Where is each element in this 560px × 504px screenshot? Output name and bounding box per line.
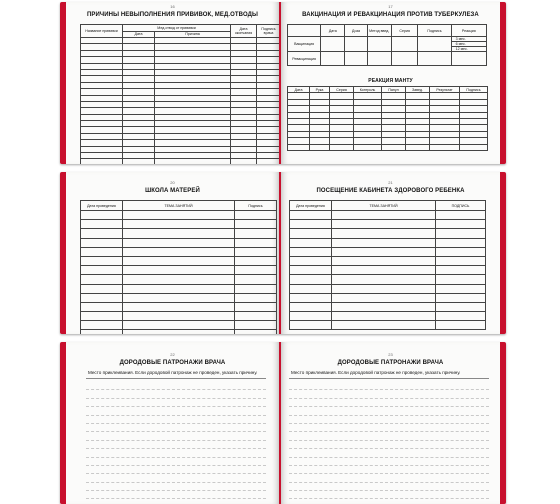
col-date: Дата: [288, 87, 310, 93]
reaction-3-months: 3 мес.: [452, 37, 486, 42]
table-row: [81, 238, 277, 247]
reaction-6-months: 6 мес.: [452, 42, 486, 47]
writing-line: [86, 407, 266, 415]
writing-line: [86, 483, 266, 491]
writing-line: [289, 424, 489, 432]
table-row: [81, 293, 277, 302]
writing-line: [86, 424, 266, 432]
col-signature: ПОДПИСЬ: [436, 201, 486, 211]
col-group-medical-exemption: Мед.отвод от прививки: [123, 25, 231, 32]
writing-line: [289, 382, 489, 390]
table-row: [290, 321, 486, 330]
table-row: [81, 266, 277, 275]
writing-line: [86, 399, 266, 407]
col-doctor-signature: Подпись врача: [257, 25, 279, 38]
col-papule: Папул: [382, 87, 406, 93]
col-blank: [288, 25, 321, 37]
vaccination-refusal-table: [80, 24, 279, 164]
table-row: [81, 330, 277, 334]
page-title: ПОСЕЩЕНИЕ КАБИНЕТА ЗДОРОВОГО РЕБЕНКА: [316, 188, 465, 194]
table-row: [290, 211, 486, 220]
writing-line: [86, 491, 266, 499]
page-title: ДОРОДОВЫЕ ПАТРОНАЖИ ВРАЧА: [337, 360, 444, 366]
col-end-date: Дата окончания: [231, 25, 257, 38]
writing-line: [86, 449, 266, 457]
writing-line: [289, 458, 489, 466]
col-date: Дата проведения: [290, 201, 332, 211]
table-row: [81, 284, 277, 293]
reaction-12-months: 12 мес.: [455, 47, 468, 51]
row-vaccination: Вакцинация: [288, 37, 321, 52]
page-number: 21: [388, 180, 393, 185]
table-row: [81, 229, 277, 238]
mantoux-table: [287, 86, 488, 151]
table-row: [81, 321, 277, 330]
col-date: Дата: [321, 25, 345, 37]
page-number: 20: [170, 180, 175, 185]
table-row: [290, 284, 486, 293]
col-reason: Причина: [155, 31, 231, 38]
writing-line: [289, 407, 489, 415]
writing-line: [86, 466, 266, 474]
col-vaccine-name: Название прививки: [81, 25, 123, 38]
table-row: [81, 275, 277, 284]
col-signature: Подпись: [235, 201, 277, 211]
page-number: 16: [170, 4, 175, 9]
notebook-spread-1: [60, 2, 506, 164]
page-title: ШКОЛА МАТЕРЕЙ: [145, 188, 200, 194]
col-date: Дата проведения: [81, 201, 123, 211]
table-row: [81, 302, 277, 311]
table-row: [288, 144, 488, 150]
table-row: [290, 247, 486, 256]
table-row: [81, 220, 277, 229]
col-signature: Подпись: [418, 25, 451, 37]
col-result: Результат: [430, 87, 460, 93]
writing-line: [289, 499, 489, 504]
page-22: [66, 342, 279, 504]
page-21: [281, 172, 500, 334]
page-23: [281, 342, 500, 504]
table-row: [290, 229, 486, 238]
table-row: [290, 220, 486, 229]
writing-line: [289, 432, 489, 440]
col-series: Серия: [330, 87, 354, 93]
row-revaccination: Ревакцинация: [288, 52, 321, 66]
page-title: ПРИЧИНЫ НЕВЫПОЛНЕНИЯ ПРИВИВОК, МЕД.ОТВОДЫ: [87, 12, 258, 18]
writing-line: [289, 466, 489, 474]
writing-line: [289, 449, 489, 457]
healthy-child-visits-table: [289, 200, 486, 330]
writing-line: [86, 416, 266, 424]
col-head: Завед.: [406, 87, 430, 93]
col-topic: ТЕМА ЗАНЯТИЙ: [123, 201, 235, 211]
writing-line: [86, 441, 266, 449]
notebook-spread-3: [60, 342, 506, 504]
table-row: [290, 302, 486, 311]
writing-line: [289, 474, 489, 482]
mantoux-title: РЕАКЦИЯ МАНТУ: [368, 78, 413, 84]
table-row: [81, 247, 277, 256]
page-number: 17: [388, 4, 393, 9]
page-16: [66, 2, 279, 164]
col-signature: Подпись: [460, 87, 488, 93]
writing-line: [289, 390, 489, 398]
placement-note: Место приклеивания. Если дородовой патронаж не проведен, указать причину.: [88, 370, 258, 375]
table-row: [290, 275, 486, 284]
page-20: [66, 172, 279, 334]
writing-line: [289, 483, 489, 491]
col-series: Серия: [391, 25, 418, 37]
table-row: [290, 312, 486, 321]
col-arm: Рука: [310, 87, 330, 93]
table-row: [290, 293, 486, 302]
col-control: Контроль: [354, 87, 382, 93]
col-method: Метод введ.: [367, 25, 391, 37]
table-row: [81, 211, 277, 220]
table-row: [81, 312, 277, 321]
col-topic: ТЕМА ЗАНЯТИЙ: [332, 201, 436, 211]
table-row: [81, 159, 280, 164]
page-number: 22: [170, 352, 175, 357]
table-row: [81, 256, 277, 265]
writing-line: [86, 474, 266, 482]
mothers-school-table: [80, 200, 277, 334]
table-row: [290, 256, 486, 265]
table-row: [290, 266, 486, 275]
writing-line: [86, 499, 266, 504]
writing-line: [289, 491, 489, 499]
page-title: ДОРОДОВЫЕ ПАТРОНАЖИ ВРАЧА: [119, 360, 226, 366]
writing-line: [86, 382, 266, 390]
table-row: [290, 238, 486, 247]
writing-line: [289, 441, 489, 449]
writing-line: [289, 399, 489, 407]
writing-line: [289, 416, 489, 424]
placement-note: Место приклеивания. Если дородовой патронаж не проведен, указать причину.: [291, 370, 461, 375]
page-number: 23: [388, 352, 393, 357]
col-dose: Доза: [345, 25, 367, 37]
bcg-vaccination-table: [287, 24, 487, 66]
writing-lines: [86, 382, 266, 504]
writing-lines: [289, 382, 489, 504]
col-reaction: Реакция: [451, 25, 486, 37]
writing-line: [86, 432, 266, 440]
writing-line: [86, 458, 266, 466]
page-title: ВАКЦИНАЦИЯ И РЕВАКЦИНАЦИЯ ПРОТИВ ТУБЕРКУЛЕЗА: [302, 12, 479, 18]
page-17: [281, 2, 500, 164]
writing-line: [86, 390, 266, 398]
notebook-spread-2: [60, 172, 506, 334]
col-date: Дата: [123, 31, 155, 38]
